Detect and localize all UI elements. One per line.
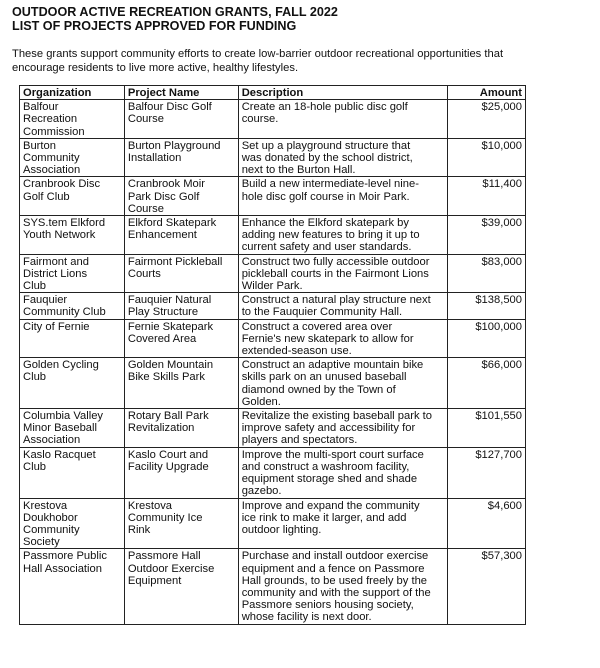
cell-description (238, 409, 447, 448)
table-row (20, 100, 526, 139)
cell-text-line: Fairmont and (23, 255, 89, 268)
cell-text-line: Elkford Skatepark (127, 217, 217, 230)
cell-text-line: Covered Area (127, 332, 197, 345)
cell-text-line: outdoor lighting. (241, 523, 322, 536)
cell-text-line: community and with the support of the (241, 586, 431, 599)
cell-text-line: Course (127, 202, 164, 215)
table-row (20, 409, 526, 448)
cell-text-line: Passmore Hall (127, 550, 201, 563)
cell-text-line: Fairmont Pickleball (127, 255, 223, 268)
cell-text-line: gazebo. (241, 485, 282, 498)
intro-line-1: These grants support community efforts to create low-barrier outdoor recreational opportunities that (12, 48, 504, 60)
cell-text-line: Equipment (127, 574, 182, 587)
cell-text-line: Improve and expand the community (241, 499, 420, 512)
cell-organization (20, 358, 125, 409)
cell-description (238, 319, 447, 358)
cell-text-line: Fauquier (23, 294, 68, 307)
cell-text-line: Fauquier Natural (127, 294, 212, 307)
cell-text-line: Recreation (23, 113, 78, 126)
cell-text-line: Rink (127, 523, 151, 536)
title-line-2: LIST OF PROJECTS APPROVED FOR FUNDING (12, 19, 297, 33)
cell-text-line: Cranbrook Disc (23, 178, 101, 191)
cell-text-line: equipment storage shed and shade (241, 473, 418, 486)
cell-text-line: Play Structure (127, 306, 199, 319)
cell-organization (20, 549, 125, 624)
cell-project-name (124, 358, 238, 409)
cell-text-line: Krestova (127, 499, 173, 512)
cell-text-line: Golden. (241, 395, 281, 408)
cell-text-line: skills park on an unused baseball (241, 371, 407, 384)
cell-project-name (124, 409, 238, 448)
cell-text-line: extended-season use. (241, 345, 352, 358)
cell-text-line: Community (23, 523, 80, 536)
cell-project-name (124, 100, 238, 139)
cell-organization (20, 254, 125, 293)
cell-text-line: Kaslo Racquet (23, 448, 96, 461)
cell-amount: $57,300 (448, 549, 526, 624)
cell-text-line: Society (23, 536, 60, 549)
cell-text-line: Passmore seniors housing society, (241, 599, 414, 612)
cell-description (238, 293, 447, 319)
cell-text-line: Construct two fully accessible outdoor (241, 255, 430, 268)
cell-text-line: Burton Playground (127, 139, 221, 152)
cell-text-line: Youth Network (23, 229, 96, 242)
title-line-1: OUTDOOR ACTIVE RECREATION GRANTS, FALL 2022 (12, 5, 338, 19)
cell-text-line: Create an 18-hole public disc golf (241, 101, 408, 114)
cell-project-name (124, 293, 238, 319)
cell-text-line: Association (23, 434, 81, 447)
table-row (20, 549, 526, 624)
table-row (20, 498, 526, 549)
cell-amount: $66,000 (448, 358, 526, 409)
cell-text-line: improve safety and accessibility for (241, 422, 416, 435)
cell-project-name (124, 447, 238, 498)
cell-text-line: Association (23, 164, 81, 177)
cell-text-line: hole disc golf course in Moir Park. (241, 190, 410, 203)
table-row (20, 254, 526, 293)
cell-organization (20, 216, 125, 255)
cell-project-name (124, 549, 238, 624)
cell-text-line: City of Fernie (23, 320, 90, 333)
cell-text-line: Krestova (23, 499, 68, 512)
cell-text-line: Hall grounds, to be used freely by the (241, 574, 428, 587)
cell-description (238, 177, 447, 216)
cell-text-line: Construct an adaptive mountain bike (241, 359, 424, 372)
cell-text-line: Minor Baseball (23, 422, 97, 435)
cell-organization (20, 447, 125, 498)
grants-table (19, 85, 526, 625)
table-row (20, 447, 526, 498)
table-row (20, 319, 526, 358)
header-amount: Amount (448, 86, 526, 100)
cell-text-line: diamond owned by the Town of (241, 383, 396, 396)
cell-description (238, 447, 447, 498)
header-organization: Organization (20, 86, 125, 100)
table-row (20, 293, 526, 319)
cell-text-line: Set up a playground structure that (241, 139, 411, 152)
cell-text-line: Revitalize the existing baseball park to (241, 410, 432, 423)
cell-description (238, 549, 447, 624)
table-body (20, 100, 526, 624)
cell-amount: $10,000 (448, 138, 526, 177)
cell-amount: $127,700 (448, 447, 526, 498)
cell-text-line: Club (23, 280, 47, 293)
cell-text-line: players and spectators. (241, 434, 358, 447)
cell-project-name (124, 138, 238, 177)
cell-text-line: Park Disc Golf (127, 190, 200, 203)
cell-amount: $11,400 (448, 177, 526, 216)
cell-text-line: Passmore Public (23, 550, 107, 563)
cell-text-line: Wilder Park. (241, 280, 303, 293)
cell-organization (20, 138, 125, 177)
cell-amount: $25,000 (448, 100, 526, 139)
cell-text-line: Burton (23, 139, 56, 152)
cell-text-line: was donated by the school district, (241, 152, 413, 165)
intro-paragraph (12, 47, 592, 75)
cell-text-line: Fernie Skatepark (127, 320, 214, 333)
table-row (20, 177, 526, 216)
cell-project-name (124, 498, 238, 549)
cell-amount: $101,550 (448, 409, 526, 448)
cell-amount: $4,600 (448, 498, 526, 549)
cell-organization (20, 319, 125, 358)
cell-text-line: Columbia Valley (23, 410, 104, 423)
cell-project-name (124, 319, 238, 358)
cell-text-line: current safety and user standards. (241, 241, 412, 254)
table-header-row (20, 86, 526, 100)
cell-text-line: Hall Association (23, 562, 102, 575)
cell-text-line: Fernie's new skatepark to allow for (241, 332, 414, 345)
cell-text-line: Rotary Ball Park (127, 410, 209, 423)
cell-amount: $83,000 (448, 254, 526, 293)
cell-description (238, 498, 447, 549)
cell-text-line: Enhance the Elkford skatepark by (241, 217, 409, 230)
cell-text-line: Community (23, 152, 80, 165)
cell-text-line: Facility Upgrade (127, 460, 209, 473)
table-row (20, 138, 526, 177)
cell-text-line: Golf Club (23, 190, 70, 203)
cell-text-line: adding new features to bring it up to (241, 229, 420, 242)
table-row (20, 216, 526, 255)
cell-description (238, 358, 447, 409)
cell-description (238, 254, 447, 293)
document-title (12, 5, 338, 33)
cell-organization (20, 409, 125, 448)
cell-amount: $138,500 (448, 293, 526, 319)
cell-text-line: Outdoor Exercise (127, 562, 215, 575)
cell-text-line: Kaslo Court and (127, 448, 209, 461)
intro-line-2: encourage residents to live more active, healthy lifestyles. (12, 62, 299, 74)
cell-text-line: Balfour Disc Golf (127, 101, 212, 114)
cell-text-line: Purchase and install outdoor exercise (241, 550, 429, 563)
cell-text-line: Doukhobor (23, 511, 78, 524)
cell-organization (20, 100, 125, 139)
header-project-name: Project Name (124, 86, 238, 100)
cell-text-line: Installation (127, 152, 182, 165)
cell-text-line: District Lions (23, 267, 88, 280)
cell-text-line: Revitalization (127, 422, 195, 435)
cell-description (238, 138, 447, 177)
cell-text-line: Cranbrook Moir (127, 178, 205, 191)
cell-text-line: Commission (23, 125, 85, 138)
cell-text-line: Club (23, 460, 47, 473)
cell-organization (20, 177, 125, 216)
cell-text-line: Enhancement (127, 229, 197, 242)
cell-text-line: course. (241, 113, 279, 126)
cell-project-name (124, 177, 238, 216)
cell-organization (20, 498, 125, 549)
cell-text-line: Golden Cycling (23, 359, 99, 372)
cell-description (238, 216, 447, 255)
cell-text-line: Community Club (23, 306, 106, 319)
cell-text-line: Bike Skills Park (127, 371, 205, 384)
cell-text-line: Golden Mountain (127, 359, 214, 372)
header-description: Description (238, 86, 447, 100)
cell-text-line: Construct a natural play structure next (241, 294, 431, 307)
cell-text-line: Community Ice (127, 511, 203, 524)
cell-text-line: Courts (127, 267, 161, 280)
cell-text-line: Balfour (23, 101, 59, 114)
cell-text-line: to the Fauquier Community Hall. (241, 306, 403, 319)
cell-project-name (124, 254, 238, 293)
cell-text-line: Build a new intermediate-level nine- (241, 178, 419, 191)
cell-text-line: Improve the multi-sport court surface (241, 448, 424, 461)
cell-amount: $100,000 (448, 319, 526, 358)
cell-text-line: and construct a washroom facility, (241, 460, 410, 473)
cell-text-line: Construct a covered area over (241, 320, 393, 333)
table-row (20, 358, 526, 409)
cell-text-line: Course (127, 113, 164, 126)
cell-text-line: SYS.tem Elkford (23, 217, 106, 230)
cell-text-line: Club (23, 371, 47, 384)
cell-description (238, 100, 447, 139)
cell-text-line: next to the Burton Hall. (241, 164, 356, 177)
cell-text-line: pickleball courts in the Fairmont Lions (241, 267, 429, 280)
cell-text-line: equipment and a fence on Passmore (241, 562, 425, 575)
cell-text-line: whose facility is next door. (241, 611, 372, 624)
cell-organization (20, 293, 125, 319)
cell-amount: $39,000 (448, 216, 526, 255)
cell-project-name (124, 216, 238, 255)
cell-text-line: ice rink to make it larger, and add (241, 511, 407, 524)
